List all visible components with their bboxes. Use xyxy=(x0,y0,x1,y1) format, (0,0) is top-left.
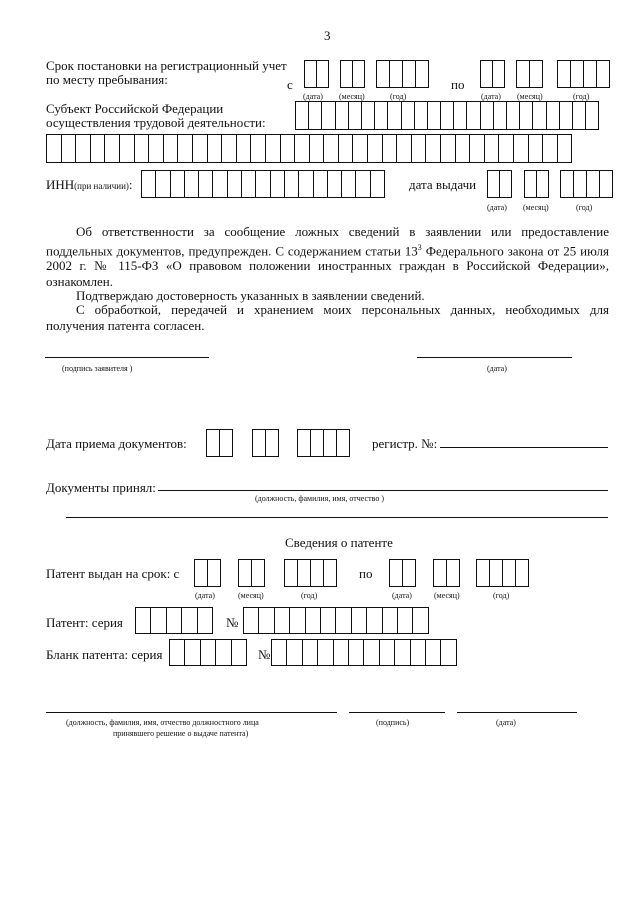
input-cell[interactable] xyxy=(338,134,354,163)
input-cell[interactable] xyxy=(221,134,237,163)
official-name-caption: (должность, фамилия, имя, отчество должностного лица xyxy=(66,718,259,727)
registration-from-label: с xyxy=(287,77,293,92)
input-cell[interactable] xyxy=(75,134,91,163)
input-cell[interactable] xyxy=(572,101,586,130)
official-date-caption: (дата) xyxy=(496,718,516,727)
patent-number-sign: № xyxy=(226,615,239,630)
blank-number-sign: № xyxy=(258,647,271,662)
input-cell[interactable] xyxy=(397,607,413,634)
blank-number-field[interactable] xyxy=(271,639,457,666)
input-cell[interactable] xyxy=(302,639,318,666)
input-cell[interactable] xyxy=(90,134,106,163)
applicant-date-line[interactable] xyxy=(417,357,572,358)
intake-reg-number-label: регистр. №: xyxy=(372,436,438,451)
input-cell[interactable] xyxy=(367,134,383,163)
input-cell[interactable] xyxy=(236,134,252,163)
input-cell[interactable] xyxy=(215,639,231,666)
input-cell[interactable] xyxy=(484,134,500,163)
input-cell[interactable] xyxy=(374,101,388,130)
patent-from-month-caption: (месяц) xyxy=(238,591,264,600)
input-cell[interactable] xyxy=(401,101,415,130)
input-cell[interactable] xyxy=(411,134,427,163)
input-cell[interactable] xyxy=(295,101,309,130)
declaration-paragraph-2: Подтверждаю достоверность указанных в заявлении сведений. xyxy=(76,288,425,303)
subject-field-row2[interactable] xyxy=(46,134,572,163)
input-cell[interactable] xyxy=(170,170,185,198)
input-cell[interactable] xyxy=(313,170,328,198)
input-cell[interactable] xyxy=(320,607,336,634)
input-cell[interactable] xyxy=(387,101,401,130)
patent-to-label: по xyxy=(359,566,373,581)
input-cell[interactable] xyxy=(348,101,362,130)
input-cell[interactable] xyxy=(396,134,412,163)
inn-issue-day[interactable] xyxy=(487,170,512,198)
patent-series-field[interactable] xyxy=(135,607,213,634)
official-signature-line[interactable] xyxy=(349,712,445,713)
patent-to-year[interactable] xyxy=(476,559,529,587)
input-cell[interactable] xyxy=(46,134,62,163)
input-cell[interactable] xyxy=(155,170,170,198)
input-cell[interactable] xyxy=(559,101,573,130)
inn-issue-year-caption: (год) xyxy=(576,203,593,212)
input-cell[interactable] xyxy=(184,170,199,198)
input-cell[interactable] xyxy=(410,639,426,666)
patent-to-day-caption: (дата) xyxy=(392,591,412,600)
patent-to-year-caption: (год) xyxy=(493,591,510,600)
official-name-line[interactable] xyxy=(46,712,337,713)
input-cell[interactable] xyxy=(557,134,573,163)
input-cell[interactable] xyxy=(335,101,349,130)
input-cell[interactable] xyxy=(200,639,216,666)
input-cell[interactable] xyxy=(258,607,274,634)
patent-number-field[interactable] xyxy=(243,607,429,634)
registration-from-year[interactable] xyxy=(376,60,429,88)
input-cell[interactable] xyxy=(280,134,296,163)
input-cell[interactable] xyxy=(466,101,480,130)
intake-year[interactable] xyxy=(297,429,350,457)
input-cell[interactable] xyxy=(184,639,200,666)
applicant-date-caption: (дата) xyxy=(487,364,507,373)
input-cell[interactable] xyxy=(309,134,325,163)
blank-series-label: Бланк патента: серия xyxy=(46,647,163,662)
patent-issued-label: Патент выдан на срок: с xyxy=(46,566,180,581)
blank-series-field[interactable] xyxy=(169,639,247,666)
page-number: 3 xyxy=(324,28,331,43)
input-cell[interactable] xyxy=(192,134,208,163)
input-cell[interactable] xyxy=(317,639,333,666)
input-cell[interactable] xyxy=(394,639,410,666)
registration-to-month-caption: (месяц) xyxy=(517,92,543,101)
input-cell[interactable] xyxy=(181,607,197,634)
input-cell[interactable] xyxy=(493,101,507,130)
accepted-by-caption: (должность, фамилия, имя, отчество ) xyxy=(255,494,384,503)
input-cell[interactable] xyxy=(250,134,266,163)
registration-to-day-caption: (дата) xyxy=(481,92,501,101)
input-cell[interactable] xyxy=(166,607,182,634)
input-cell[interactable] xyxy=(212,170,227,198)
input-cell[interactable] xyxy=(119,134,135,163)
intake-reg-number-line[interactable] xyxy=(440,447,608,448)
accepted-by-line[interactable] xyxy=(158,490,608,491)
input-cell[interactable] xyxy=(227,170,242,198)
patent-to-day[interactable] xyxy=(389,559,416,587)
input-cell[interactable] xyxy=(177,134,193,163)
input-cell[interactable] xyxy=(425,134,441,163)
input-cell[interactable] xyxy=(440,639,456,666)
input-cell[interactable] xyxy=(265,134,281,163)
inn-issue-date-label: дата выдачи xyxy=(409,177,477,192)
input-cell[interactable] xyxy=(469,134,485,163)
input-cell[interactable] xyxy=(135,607,151,634)
patent-to-month-caption: (месяц) xyxy=(434,591,460,600)
registration-from-day[interactable] xyxy=(304,60,329,88)
patent-from-day[interactable] xyxy=(194,559,221,587)
patent-from-year[interactable] xyxy=(284,559,337,587)
input-cell[interactable] xyxy=(298,170,313,198)
registration-from-year-caption: (год) xyxy=(390,92,407,101)
input-cell[interactable] xyxy=(366,607,382,634)
input-cell[interactable] xyxy=(270,170,285,198)
input-cell[interactable] xyxy=(348,639,364,666)
registration-to-label: по xyxy=(451,77,465,92)
input-cell[interactable] xyxy=(327,170,342,198)
intake-date-label: Дата приема документов: xyxy=(46,436,187,451)
inn-issue-year[interactable] xyxy=(560,170,613,198)
input-cell[interactable] xyxy=(352,134,368,163)
input-cell[interactable] xyxy=(498,134,514,163)
input-cell[interactable] xyxy=(305,607,321,634)
input-cell[interactable] xyxy=(480,101,494,130)
input-cell[interactable] xyxy=(271,639,287,666)
registration-to-year-caption: (год) xyxy=(573,92,590,101)
accepted-by-label: Документы принял: xyxy=(46,480,156,495)
input-cell[interactable] xyxy=(412,607,428,634)
input-cell[interactable] xyxy=(370,170,385,198)
input-cell[interactable] xyxy=(274,607,290,634)
inn-issue-day-caption: (дата) xyxy=(487,203,507,212)
inn-label: ИНН(при наличии): xyxy=(46,177,133,192)
input-cell[interactable] xyxy=(363,639,379,666)
patent-from-month[interactable] xyxy=(238,559,265,587)
input-cell[interactable] xyxy=(513,134,529,163)
input-cell[interactable] xyxy=(197,607,213,634)
input-cell[interactable] xyxy=(61,134,77,163)
input-cell[interactable] xyxy=(169,639,185,666)
input-cell[interactable] xyxy=(323,134,339,163)
official-name-caption-2: принявшего решение о выдаче патента) xyxy=(113,729,249,738)
registration-to-month[interactable] xyxy=(516,60,543,88)
input-cell[interactable] xyxy=(104,134,120,163)
input-cell[interactable] xyxy=(321,101,335,130)
input-cell[interactable] xyxy=(243,607,259,634)
input-cell[interactable] xyxy=(335,607,351,634)
input-cell[interactable] xyxy=(255,170,270,198)
input-cell[interactable] xyxy=(455,134,471,163)
patent-from-day-caption: (дата) xyxy=(195,591,215,600)
input-cell[interactable] xyxy=(427,101,441,130)
input-cell[interactable] xyxy=(382,607,398,634)
intake-month[interactable] xyxy=(252,429,279,457)
patent-series-label: Патент: серия xyxy=(46,615,123,630)
input-cell[interactable] xyxy=(207,134,223,163)
inn-issue-month-caption: (месяц) xyxy=(523,203,549,212)
input-cell[interactable] xyxy=(308,101,322,130)
input-cell[interactable] xyxy=(284,170,299,198)
input-cell[interactable] xyxy=(414,101,428,130)
input-cell[interactable] xyxy=(546,101,560,130)
input-cell[interactable] xyxy=(528,134,544,163)
input-cell[interactable] xyxy=(134,134,150,163)
input-cell[interactable] xyxy=(361,101,375,130)
inn-field[interactable] xyxy=(141,170,385,198)
input-cell[interactable] xyxy=(341,170,356,198)
input-cell[interactable] xyxy=(148,134,164,163)
input-cell[interactable] xyxy=(585,101,599,130)
input-cell[interactable] xyxy=(440,134,456,163)
input-cell[interactable] xyxy=(231,639,247,666)
input-cell[interactable] xyxy=(355,170,370,198)
input-cell[interactable] xyxy=(141,170,156,198)
input-cell[interactable] xyxy=(241,170,256,198)
patent-section-heading: Сведения о патенте xyxy=(285,535,393,550)
input-cell[interactable] xyxy=(163,134,179,163)
declaration-paragraph-1: Об ответственности за сообщение ложных сведений в заявлении или предоставление поддельных документов, предупрежден. С содержанием статьи $13^3$ Федерального закона от 25 июля 2002 г. № 115-ФЗ «О правовом положении иностранных граждан в Российской Федерации», ознакомлен. xyxy=(46,224,609,289)
patent-from-year-caption: (год) xyxy=(301,591,318,600)
input-cell[interactable] xyxy=(333,639,349,666)
input-cell[interactable] xyxy=(286,639,302,666)
registration-to-day[interactable] xyxy=(480,60,505,88)
registration-from-day-caption: (дата) xyxy=(303,92,323,101)
input-cell[interactable] xyxy=(453,101,467,130)
patent-to-month[interactable] xyxy=(433,559,460,587)
input-cell[interactable] xyxy=(519,101,533,130)
registration-from-month[interactable] xyxy=(340,60,365,88)
subject-field-row1[interactable] xyxy=(295,101,599,130)
input-cell[interactable] xyxy=(294,134,310,163)
input-cell[interactable] xyxy=(289,607,305,634)
inn-issue-month[interactable] xyxy=(524,170,549,198)
official-date-line[interactable] xyxy=(457,712,577,713)
input-cell[interactable] xyxy=(440,101,454,130)
input-cell[interactable] xyxy=(506,101,520,130)
declaration-paragraph-3: С обработкой, передачей и хранением моих персональных данных, необходимых для получения патента согласен. xyxy=(46,302,609,333)
intake-day[interactable] xyxy=(206,429,233,457)
registration-from-month-caption: (месяц) xyxy=(339,92,365,101)
applicant-signature-line[interactable] xyxy=(45,357,209,358)
input-cell[interactable] xyxy=(425,639,441,666)
official-signature-caption: (подпись) xyxy=(376,718,410,727)
input-cell[interactable] xyxy=(542,134,558,163)
input-cell[interactable] xyxy=(198,170,213,198)
input-cell[interactable] xyxy=(382,134,398,163)
applicant-signature-caption: (подпись заявителя ) xyxy=(62,364,133,373)
input-cell[interactable] xyxy=(150,607,166,634)
accepted-by-line-2[interactable] xyxy=(66,517,608,518)
registration-to-year[interactable] xyxy=(557,60,610,88)
input-cell[interactable] xyxy=(532,101,546,130)
input-cell[interactable] xyxy=(379,639,395,666)
input-cell[interactable] xyxy=(351,607,367,634)
